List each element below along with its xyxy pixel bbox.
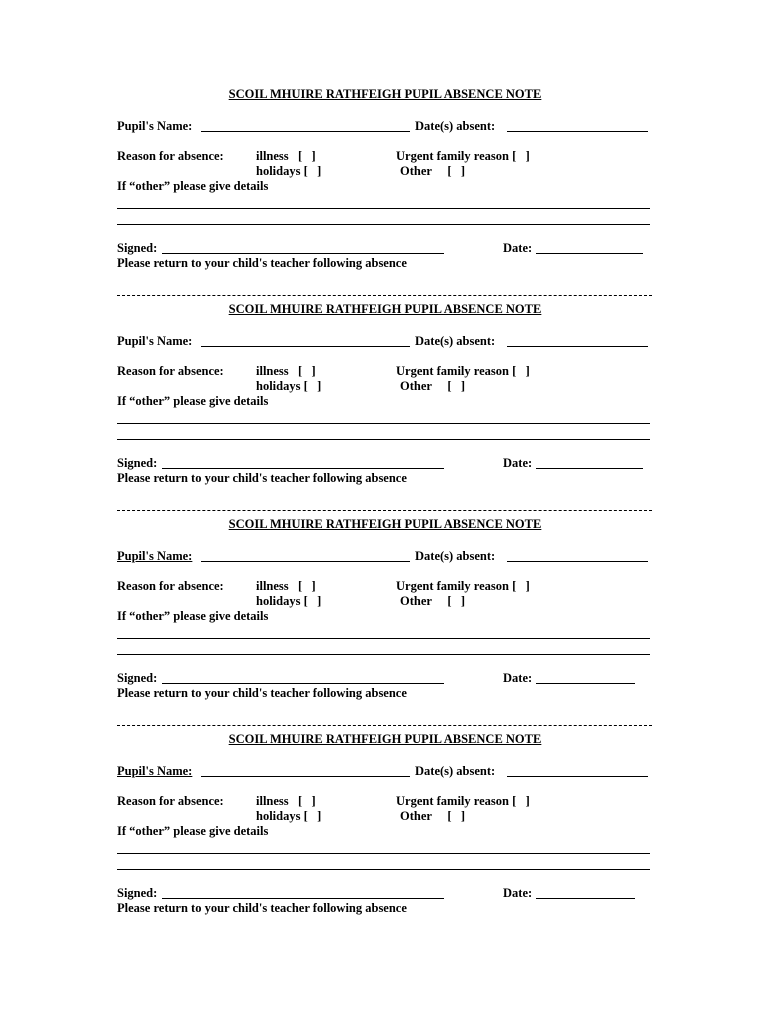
details-line-1[interactable] [117,423,650,424]
illness-option[interactable]: illness [ ] [256,149,316,163]
pupil-name-field[interactable] [201,346,410,347]
reason-label: Reason for absence: [117,149,224,163]
illness-option[interactable]: illness [ ] [256,579,316,593]
details-line-1[interactable] [117,853,650,854]
date-field[interactable] [536,253,643,254]
return-instruction: Please return to your child's teacher following absence [117,471,407,485]
signature-field[interactable] [162,253,444,254]
urgent-family-reason-option[interactable]: Urgent family reason [ ] [396,579,530,593]
note-title: SCOIL MHUIRE RATHFEIGH PUPIL ABSENCE NOTE [228,87,542,101]
date-field[interactable] [536,468,643,469]
dates-absent-label: Date(s) absent: [415,764,496,778]
note-title: SCOIL MHUIRE RATHFEIGH PUPIL ABSENCE NOTE [228,302,542,316]
holidays-option[interactable]: holidays [ ] [256,379,322,393]
details-line-2[interactable] [117,869,650,870]
separator-line [117,295,652,296]
details-line-1[interactable] [117,208,650,209]
dates-absent-field[interactable] [507,561,648,562]
other-option[interactable]: Other [ ] [400,164,466,178]
holidays-option[interactable]: holidays [ ] [256,809,322,823]
urgent-family-reason-option[interactable]: Urgent family reason [ ] [396,794,530,808]
illness-option[interactable]: illness [ ] [256,794,316,808]
signed-label: Signed: [117,241,158,255]
date-field[interactable] [536,898,635,899]
signature-field[interactable] [162,468,444,469]
pupil-name-field[interactable] [201,561,410,562]
signed-label: Signed: [117,886,158,900]
date-field[interactable] [536,683,635,684]
pupil-name-field[interactable] [201,131,410,132]
other-details-label: If “other” please give details [117,609,269,623]
signature-field[interactable] [162,898,444,899]
pupil-name-label: Pupil's Name: [117,119,193,133]
date-label: Date: [503,241,533,255]
urgent-family-reason-option[interactable]: Urgent family reason [ ] [396,149,530,163]
other-details-label: If “other” please give details [117,394,269,408]
holidays-option[interactable]: holidays [ ] [256,164,322,178]
dates-absent-field[interactable] [507,776,648,777]
other-option[interactable]: Other [ ] [400,594,466,608]
signed-label: Signed: [117,671,158,685]
dates-absent-label: Date(s) absent: [415,334,496,348]
other-option[interactable]: Other [ ] [400,379,466,393]
date-label: Date: [503,671,533,685]
date-label: Date: [503,456,533,470]
dates-absent-field[interactable] [507,131,648,132]
pupil-name-label: Pupil's Name: [117,549,193,563]
dates-absent-label: Date(s) absent: [415,119,496,133]
signature-field[interactable] [162,683,444,684]
date-label: Date: [503,886,533,900]
other-details-label: If “other” please give details [117,179,269,193]
separator-line [117,725,652,726]
details-line-1[interactable] [117,638,650,639]
pupil-name-field[interactable] [201,776,410,777]
reason-label: Reason for absence: [117,794,224,808]
other-details-label: If “other” please give details [117,824,269,838]
separator-line [117,510,652,511]
return-instruction: Please return to your child's teacher following absence [117,686,407,700]
details-line-2[interactable] [117,439,650,440]
reason-label: Reason for absence: [117,364,224,378]
details-line-2[interactable] [117,224,650,225]
illness-option[interactable]: illness [ ] [256,364,316,378]
details-line-2[interactable] [117,654,650,655]
dates-absent-field[interactable] [507,346,648,347]
dates-absent-label: Date(s) absent: [415,549,496,563]
holidays-option[interactable]: holidays [ ] [256,594,322,608]
pupil-name-label: Pupil's Name: [117,334,193,348]
note-title: SCOIL MHUIRE RATHFEIGH PUPIL ABSENCE NOTE [228,517,542,531]
urgent-family-reason-option[interactable]: Urgent family reason [ ] [396,364,530,378]
return-instruction: Please return to your child's teacher following absence [117,901,407,915]
signed-label: Signed: [117,456,158,470]
pupil-name-label: Pupil's Name: [117,764,193,778]
note-title: SCOIL MHUIRE RATHFEIGH PUPIL ABSENCE NOTE [228,732,542,746]
other-option[interactable]: Other [ ] [400,809,466,823]
return-instruction: Please return to your child's teacher following absence [117,256,407,270]
reason-label: Reason for absence: [117,579,224,593]
